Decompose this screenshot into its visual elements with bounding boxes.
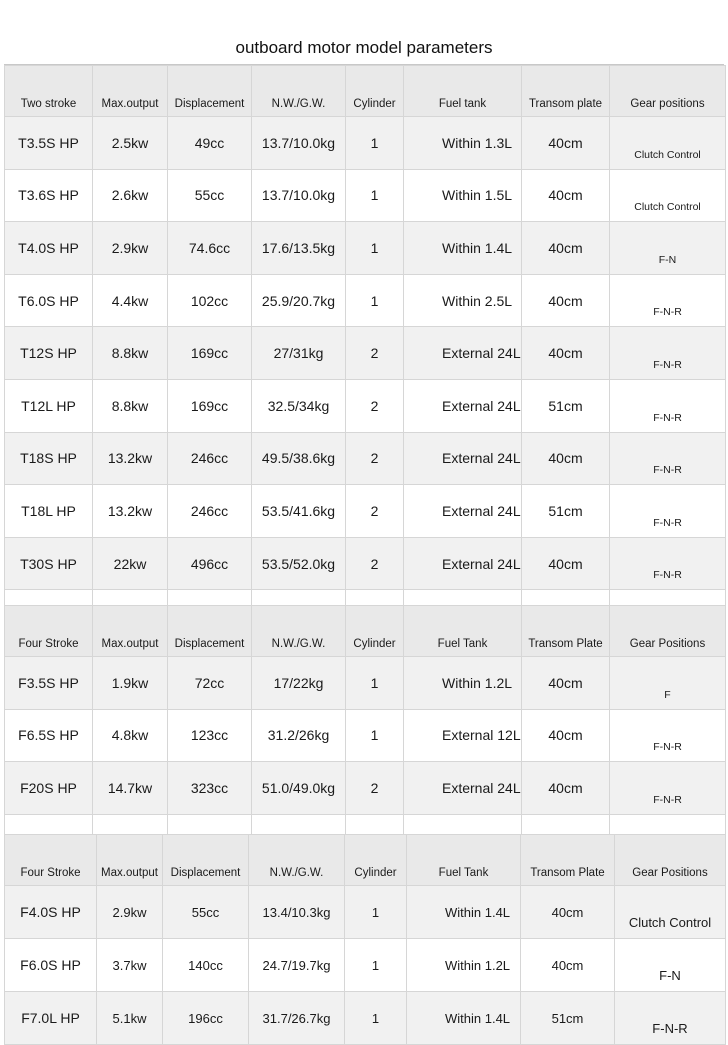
- transom-cell: 40cm: [522, 537, 610, 590]
- fuel-tank-cell: External 24L: [404, 327, 522, 380]
- column-header: Fuel tank: [404, 66, 522, 117]
- cylinder-cell: 1: [346, 117, 404, 170]
- model-cell: F4.0S HP: [5, 886, 97, 939]
- transom-cell: 40cm: [522, 117, 610, 170]
- cylinder-cell: 1: [346, 709, 404, 762]
- gear-cell: F-N-R: [610, 709, 726, 762]
- fuel-tank-cell: Within 2.5L: [404, 274, 522, 327]
- gear-cell: F-N: [610, 222, 726, 275]
- gear-cell: F: [610, 657, 726, 710]
- output-cell: 1.9kw: [93, 657, 168, 710]
- displacement-cell: 169cc: [168, 327, 252, 380]
- cylinder-cell: 2: [346, 537, 404, 590]
- column-header: N.W./G.W.: [252, 606, 346, 657]
- column-header: Gear positions: [610, 66, 726, 117]
- cylinder-cell: 1: [345, 886, 407, 939]
- transom-cell: 40cm: [522, 169, 610, 222]
- column-header: Displacement: [163, 835, 249, 886]
- column-header: Fuel Tank: [407, 835, 521, 886]
- gear-cell: F-N-R: [610, 537, 726, 590]
- table-row: [5, 657, 726, 710]
- weight-cell: 13.4/10.3kg: [249, 886, 345, 939]
- column-header: N.W./G.W.: [249, 835, 345, 886]
- cylinder-cell: 2: [346, 762, 404, 815]
- displacement-cell: 246cc: [168, 485, 252, 538]
- table-row: [5, 327, 726, 380]
- transom-cell: 40cm: [521, 886, 615, 939]
- cylinder-cell: 1: [346, 657, 404, 710]
- fuel-tank-cell: External 24L: [404, 537, 522, 590]
- displacement-cell: 55cc: [163, 886, 249, 939]
- model-cell: F3.5S HP: [5, 657, 93, 710]
- displacement-cell: 123cc: [168, 709, 252, 762]
- four-stroke-table-b: [4, 834, 726, 1045]
- model-cell: T12S HP: [5, 327, 93, 380]
- header-row: [5, 606, 726, 657]
- model-cell: F7.0L HP: [5, 992, 97, 1045]
- page-title: outboard motor model parameters: [235, 38, 493, 57]
- displacement-cell: 74.6cc: [168, 222, 252, 275]
- header-row: [5, 66, 726, 117]
- weight-cell: 13.7/10.0kg: [252, 117, 346, 170]
- column-header: Displacement: [168, 606, 252, 657]
- header-row: [5, 835, 726, 886]
- weight-cell: 53.5/52.0kg: [252, 537, 346, 590]
- fuel-tank-cell: Within 1.4L: [407, 886, 521, 939]
- fuel-tank-cell: External 24L: [404, 432, 522, 485]
- transom-cell: 40cm: [522, 432, 610, 485]
- model-cell: T12L HP: [5, 379, 93, 432]
- weight-cell: 27/31kg: [252, 327, 346, 380]
- output-cell: 3.7kw: [97, 939, 163, 992]
- table-row: [5, 709, 726, 762]
- column-header: Fuel Tank: [404, 606, 522, 657]
- displacement-cell: 246cc: [168, 432, 252, 485]
- fuel-tank-cell: External 12L: [404, 709, 522, 762]
- output-cell: 14.7kw: [93, 762, 168, 815]
- output-cell: 2.9kw: [97, 886, 163, 939]
- weight-cell: 32.5/34kg: [252, 379, 346, 432]
- output-cell: 2.6kw: [93, 169, 168, 222]
- cylinder-cell: 1: [346, 222, 404, 275]
- table-row: [5, 117, 726, 170]
- fuel-tank-cell: Within 1.4L: [404, 222, 522, 275]
- gear-cell: F-N-R: [610, 274, 726, 327]
- table-row: [5, 379, 726, 432]
- weight-cell: 49.5/38.6kg: [252, 432, 346, 485]
- column-header: Gear Positions: [610, 606, 726, 657]
- output-cell: 22kw: [93, 537, 168, 590]
- column-header: Displacement: [168, 66, 252, 117]
- weight-cell: 31.2/26kg: [252, 709, 346, 762]
- displacement-cell: 323cc: [168, 762, 252, 815]
- column-header: Max.output: [93, 66, 168, 117]
- transom-cell: 40cm: [522, 762, 610, 815]
- four-stroke-table-a: [4, 605, 726, 867]
- displacement-cell: 55cc: [168, 169, 252, 222]
- output-cell: 5.1kw: [97, 992, 163, 1045]
- weight-cell: 24.7/19.7kg: [249, 939, 345, 992]
- gear-cell: F-N-R: [615, 992, 726, 1045]
- displacement-cell: 49cc: [168, 117, 252, 170]
- weight-cell: 31.7/26.7kg: [249, 992, 345, 1045]
- model-cell: T18S HP: [5, 432, 93, 485]
- transom-cell: 51cm: [522, 379, 610, 432]
- cylinder-cell: 1: [345, 992, 407, 1045]
- transom-cell: 40cm: [522, 222, 610, 275]
- transom-cell: 51cm: [521, 992, 615, 1045]
- table-row: [5, 992, 726, 1045]
- column-header: Four Stroke: [5, 606, 93, 657]
- fuel-tank-cell: External 24L: [404, 379, 522, 432]
- weight-cell: 51.0/49.0kg: [252, 762, 346, 815]
- output-cell: 13.2kw: [93, 432, 168, 485]
- fuel-tank-cell: Within 1.4L: [407, 992, 521, 1045]
- displacement-cell: 140cc: [163, 939, 249, 992]
- output-cell: 4.8kw: [93, 709, 168, 762]
- fuel-tank-cell: Within 1.3L: [404, 117, 522, 170]
- transom-cell: 40cm: [522, 327, 610, 380]
- weight-cell: 53.5/41.6kg: [252, 485, 346, 538]
- model-cell: T3.6S HP: [5, 169, 93, 222]
- transom-cell: 40cm: [522, 274, 610, 327]
- fuel-tank-cell: Within 1.5L: [404, 169, 522, 222]
- gear-cell: F-N-R: [610, 485, 726, 538]
- table-row: [5, 169, 726, 222]
- table-row: [5, 222, 726, 275]
- model-cell: T30S HP: [5, 537, 93, 590]
- model-cell: T18L HP: [5, 485, 93, 538]
- column-header: Max.output: [97, 835, 163, 886]
- transom-cell: 40cm: [521, 939, 615, 992]
- weight-cell: 17/22kg: [252, 657, 346, 710]
- gear-cell: Clutch Control: [610, 169, 726, 222]
- weight-cell: 17.6/13.5kg: [252, 222, 346, 275]
- column-header: Four Stroke: [5, 835, 97, 886]
- column-header: Max.output: [93, 606, 168, 657]
- column-header: Cylinder: [346, 606, 404, 657]
- output-cell: 13.2kw: [93, 485, 168, 538]
- column-header: Transom Plate: [522, 606, 610, 657]
- table-row: [5, 939, 726, 992]
- cylinder-cell: 2: [346, 485, 404, 538]
- output-cell: 2.9kw: [93, 222, 168, 275]
- fuel-tank-cell: External 24L: [404, 762, 522, 815]
- column-header: Transom plate: [522, 66, 610, 117]
- cylinder-cell: 1: [346, 169, 404, 222]
- table-row: [5, 886, 726, 939]
- output-cell: 8.8kw: [93, 379, 168, 432]
- title-bar: [4, 0, 724, 65]
- gear-cell: F-N-R: [610, 327, 726, 380]
- displacement-cell: 196cc: [163, 992, 249, 1045]
- table-row: [5, 274, 726, 327]
- gear-cell: F-N: [615, 939, 726, 992]
- cylinder-cell: 2: [346, 327, 404, 380]
- displacement-cell: 496cc: [168, 537, 252, 590]
- column-header: Cylinder: [345, 835, 407, 886]
- column-header: N.W./G.W.: [252, 66, 346, 117]
- cylinder-cell: 1: [345, 939, 407, 992]
- column-header: Gear Positions: [615, 835, 726, 886]
- cylinder-cell: 2: [346, 379, 404, 432]
- table-row: [5, 762, 726, 815]
- table-row: [5, 432, 726, 485]
- model-cell: T6.0S HP: [5, 274, 93, 327]
- gear-cell: F-N-R: [610, 432, 726, 485]
- column-header: Transom Plate: [521, 835, 615, 886]
- model-cell: T4.0S HP: [5, 222, 93, 275]
- cylinder-cell: 1: [346, 274, 404, 327]
- table-row: [5, 485, 726, 538]
- fuel-tank-cell: Within 1.2L: [404, 657, 522, 710]
- weight-cell: 13.7/10.0kg: [252, 169, 346, 222]
- displacement-cell: 72cc: [168, 657, 252, 710]
- displacement-cell: 169cc: [168, 379, 252, 432]
- gear-cell: F-N-R: [610, 379, 726, 432]
- cylinder-cell: 2: [346, 432, 404, 485]
- displacement-cell: 102cc: [168, 274, 252, 327]
- gear-cell: Clutch Control: [610, 117, 726, 170]
- column-header: Cylinder: [346, 66, 404, 117]
- transom-cell: 51cm: [522, 485, 610, 538]
- model-cell: T3.5S HP: [5, 117, 93, 170]
- model-cell: F6.5S HP: [5, 709, 93, 762]
- model-cell: F6.0S HP: [5, 939, 97, 992]
- transom-cell: 40cm: [522, 709, 610, 762]
- two-stroke-table: [4, 65, 726, 696]
- fuel-tank-cell: External 24L: [404, 485, 522, 538]
- gear-cell: F-N-R: [610, 762, 726, 815]
- transom-cell: 40cm: [522, 657, 610, 710]
- model-cell: F20S HP: [5, 762, 93, 815]
- column-header: Two stroke: [5, 66, 93, 117]
- fuel-tank-cell: Within 1.2L: [407, 939, 521, 992]
- table-row: [5, 537, 726, 590]
- output-cell: 2.5kw: [93, 117, 168, 170]
- output-cell: 8.8kw: [93, 327, 168, 380]
- gear-cell: Clutch Control: [615, 886, 726, 939]
- weight-cell: 25.9/20.7kg: [252, 274, 346, 327]
- output-cell: 4.4kw: [93, 274, 168, 327]
